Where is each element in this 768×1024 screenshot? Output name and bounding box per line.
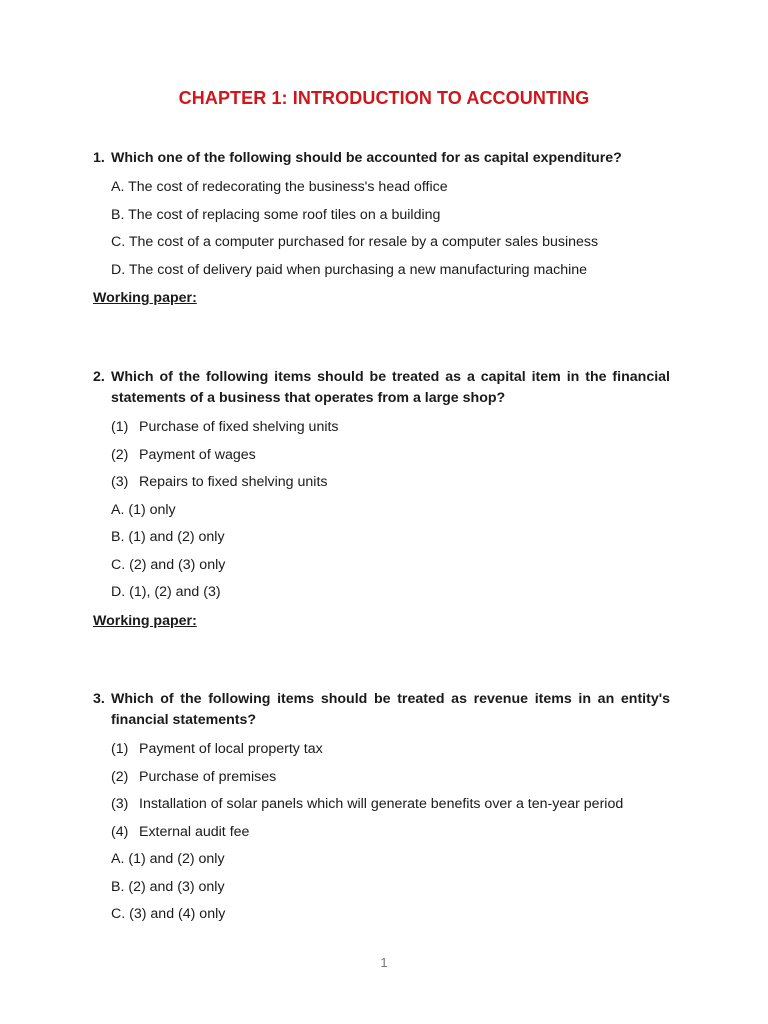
item-number: (3) [111,474,129,490]
page-number: 1 [380,955,388,970]
item-text: Repairs to fixed shelving units [139,474,328,490]
question-number: 3. [93,691,105,707]
item-text: Installation of solar panels which will generate benefits over a ten-year period [139,796,624,812]
list-item [111,791,670,819]
list-item [111,736,670,764]
option-a: A. (1) only [111,501,176,518]
option-b: B. The cost of replacing some roof tiles on a building [111,206,441,223]
question-stem [93,689,670,731]
item-number: (3) [111,796,129,812]
question-stem [93,148,670,169]
working-paper-label: Working paper: [93,290,197,306]
option-d: D. (1), (2) and (3) [111,584,221,600]
option-c: C. (2) and (3) only [111,556,226,573]
chapter-title: CHAPTER 1: INTRODUCTION TO ACCOUNTING [178,88,590,108]
list-item [111,819,670,847]
item-text: Payment of wages [139,446,256,463]
item-number: (1) [111,419,129,435]
item-number: (2) [111,768,129,785]
option-a: A. The cost of redecorating the business's head office [111,179,448,195]
question-2 [93,367,670,635]
question-text: Which of the following items should be treated as a capital item in the financial statements of a business that operates from a large shop? [111,369,670,406]
item-number: (4) [111,823,129,840]
option-b: B. (1) and (2) only [111,529,225,545]
option-d: D. The cost of delivery paid when purchasing a new manufacturing machine [111,261,588,278]
option-c: C. (3) and (4) only [111,906,226,922]
question-1 [93,148,670,313]
question-stem [93,367,670,409]
item-text: External audit fee [139,823,250,840]
list-item [111,469,670,497]
item-number: (2) [111,446,129,463]
item-text: Payment of local property tax [139,741,323,757]
working-paper-label: Working paper: [93,612,197,629]
option-c: C. The cost of a computer purchased for resale by a computer sales business [111,234,599,250]
question-number: 2. [93,369,105,385]
question-3 [93,689,670,929]
question-text: Which one of the following should be accounted for as capital expenditure? [111,150,622,166]
question-number: 1. [93,150,105,166]
list-item [111,764,670,792]
item-text: Purchase of fixed shelving units [139,419,339,435]
item-text: Purchase of premises [139,768,277,785]
item-number: (1) [111,741,129,757]
question-text: Which of the following items should be treated as revenue items in an entity's financial statements? [111,691,670,728]
list-item [111,414,670,442]
option-b: B. (2) and (3) only [111,878,225,895]
option-a: A. (1) and (2) only [111,851,225,867]
list-item [111,442,670,470]
